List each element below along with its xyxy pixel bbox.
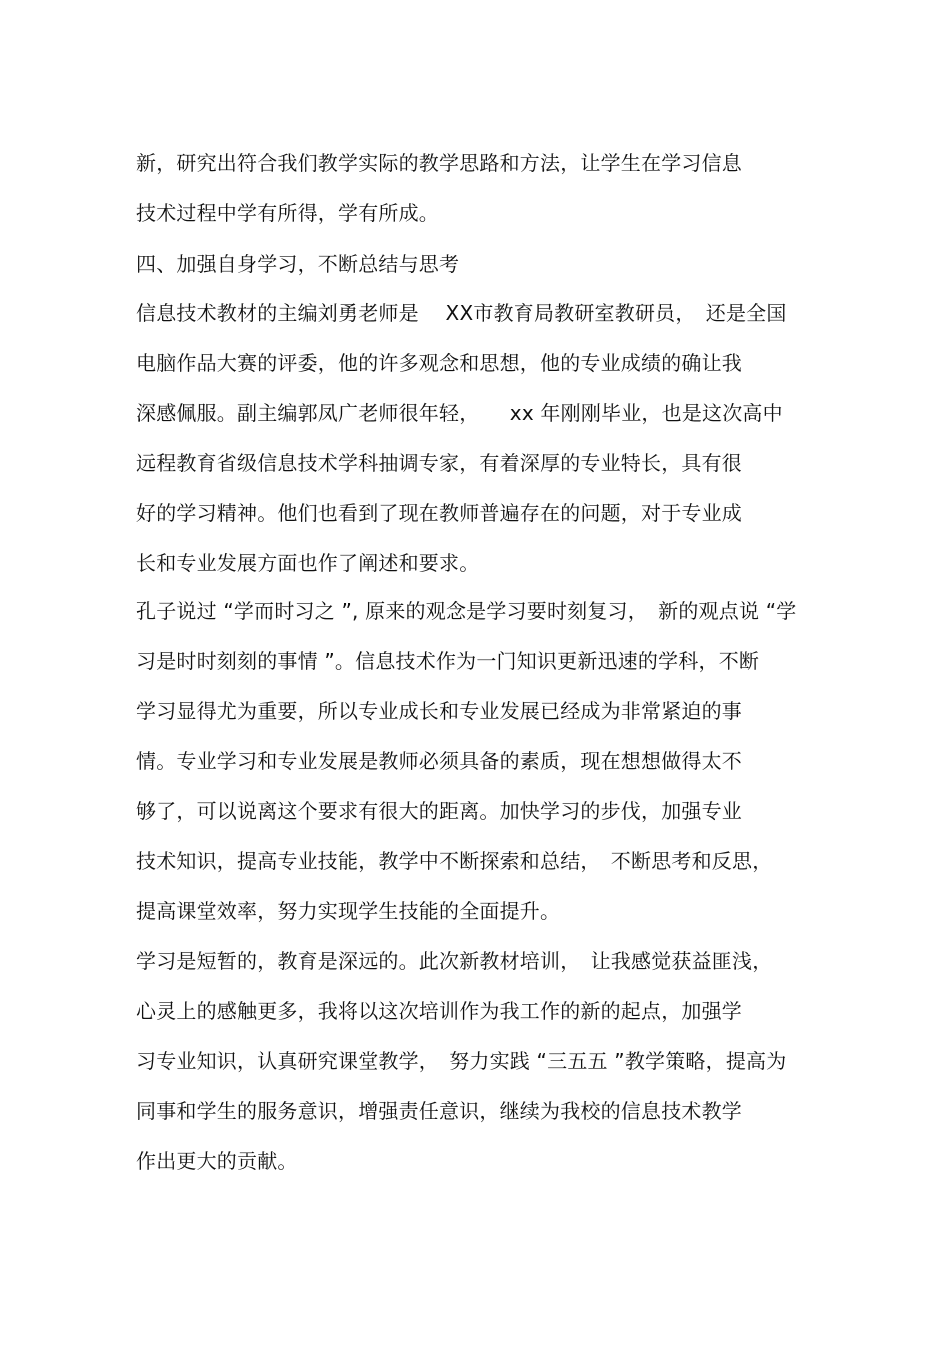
text-line: 心灵上的感触更多，我将以这次培训作为我工作的新的起点，加强学 — [136, 999, 742, 1023]
text-line: 新，研究出符合我们教学实际的教学思路和方法，让学生在学习信息 — [136, 151, 742, 175]
text-line: 学习显得尤为重要，所以专业成长和专业发展已经成为非常紧迫的事 — [136, 699, 742, 723]
text-line: 远程教育省级信息技术学科抽调专家，有着深厚的专业特长，具有很 — [136, 451, 742, 475]
text-line: 好的学习精神。他们也看到了现在教师普遍存在的问题，对于专业成 — [136, 501, 742, 525]
text-line: 作出更大的贡献。 — [136, 1149, 298, 1173]
text-line: 习专业知识，认真研究课堂教学， 努力实践 “三五五 ”教学策略，提高为 — [136, 1049, 787, 1073]
text-line: 孔子说过 “学而时习之 ”, 原来的观念是学习要时刻复习， 新的观点说 “学 — [136, 599, 797, 623]
text-line: 深感佩服。副主编郭凤广老师很年轻， xx 年刚刚毕业，也是这次高中 — [136, 401, 783, 425]
text-line: 技术过程中学有所得，学有所成。 — [136, 201, 439, 225]
text-line: 同事和学生的服务意识，增强责任意识，继续为我校的信息技术教学 — [136, 1099, 742, 1123]
text-line: 长和专业发展方面也作了阐述和要求。 — [136, 551, 480, 575]
text-line: 习是时时刻刻的事情 ”。信息技术作为一门知识更新迅速的学科，不断 — [136, 649, 760, 673]
text-line: 技术知识，提高专业技能，教学中不断探索和总结， 不断思考和反思， — [136, 849, 773, 873]
text-line: 提高课堂效率，努力实现学生技能的全面提升。 — [136, 899, 561, 923]
text-line: 够了，可以说离这个要求有很大的距离。加快学习的步伐，加强专业 — [136, 799, 742, 823]
section-heading: 四、加强自身学习，不断总结与思考 — [136, 252, 460, 276]
text-line: 电脑作品大赛的评委，他的许多观念和思想，他的专业成绩的确让我 — [136, 351, 742, 375]
text-line: 信息技术教材的主编刘勇老师是 XX市教育局教研室教研员， 还是全国 — [136, 301, 787, 325]
text-line: 情。专业学习和专业发展是教师必须具备的素质，现在想想做得太不 — [136, 749, 742, 773]
text-line: 学习是短暂的，教育是深远的。此次新教材培训， 让我感觉获益匪浅， — [136, 949, 773, 973]
